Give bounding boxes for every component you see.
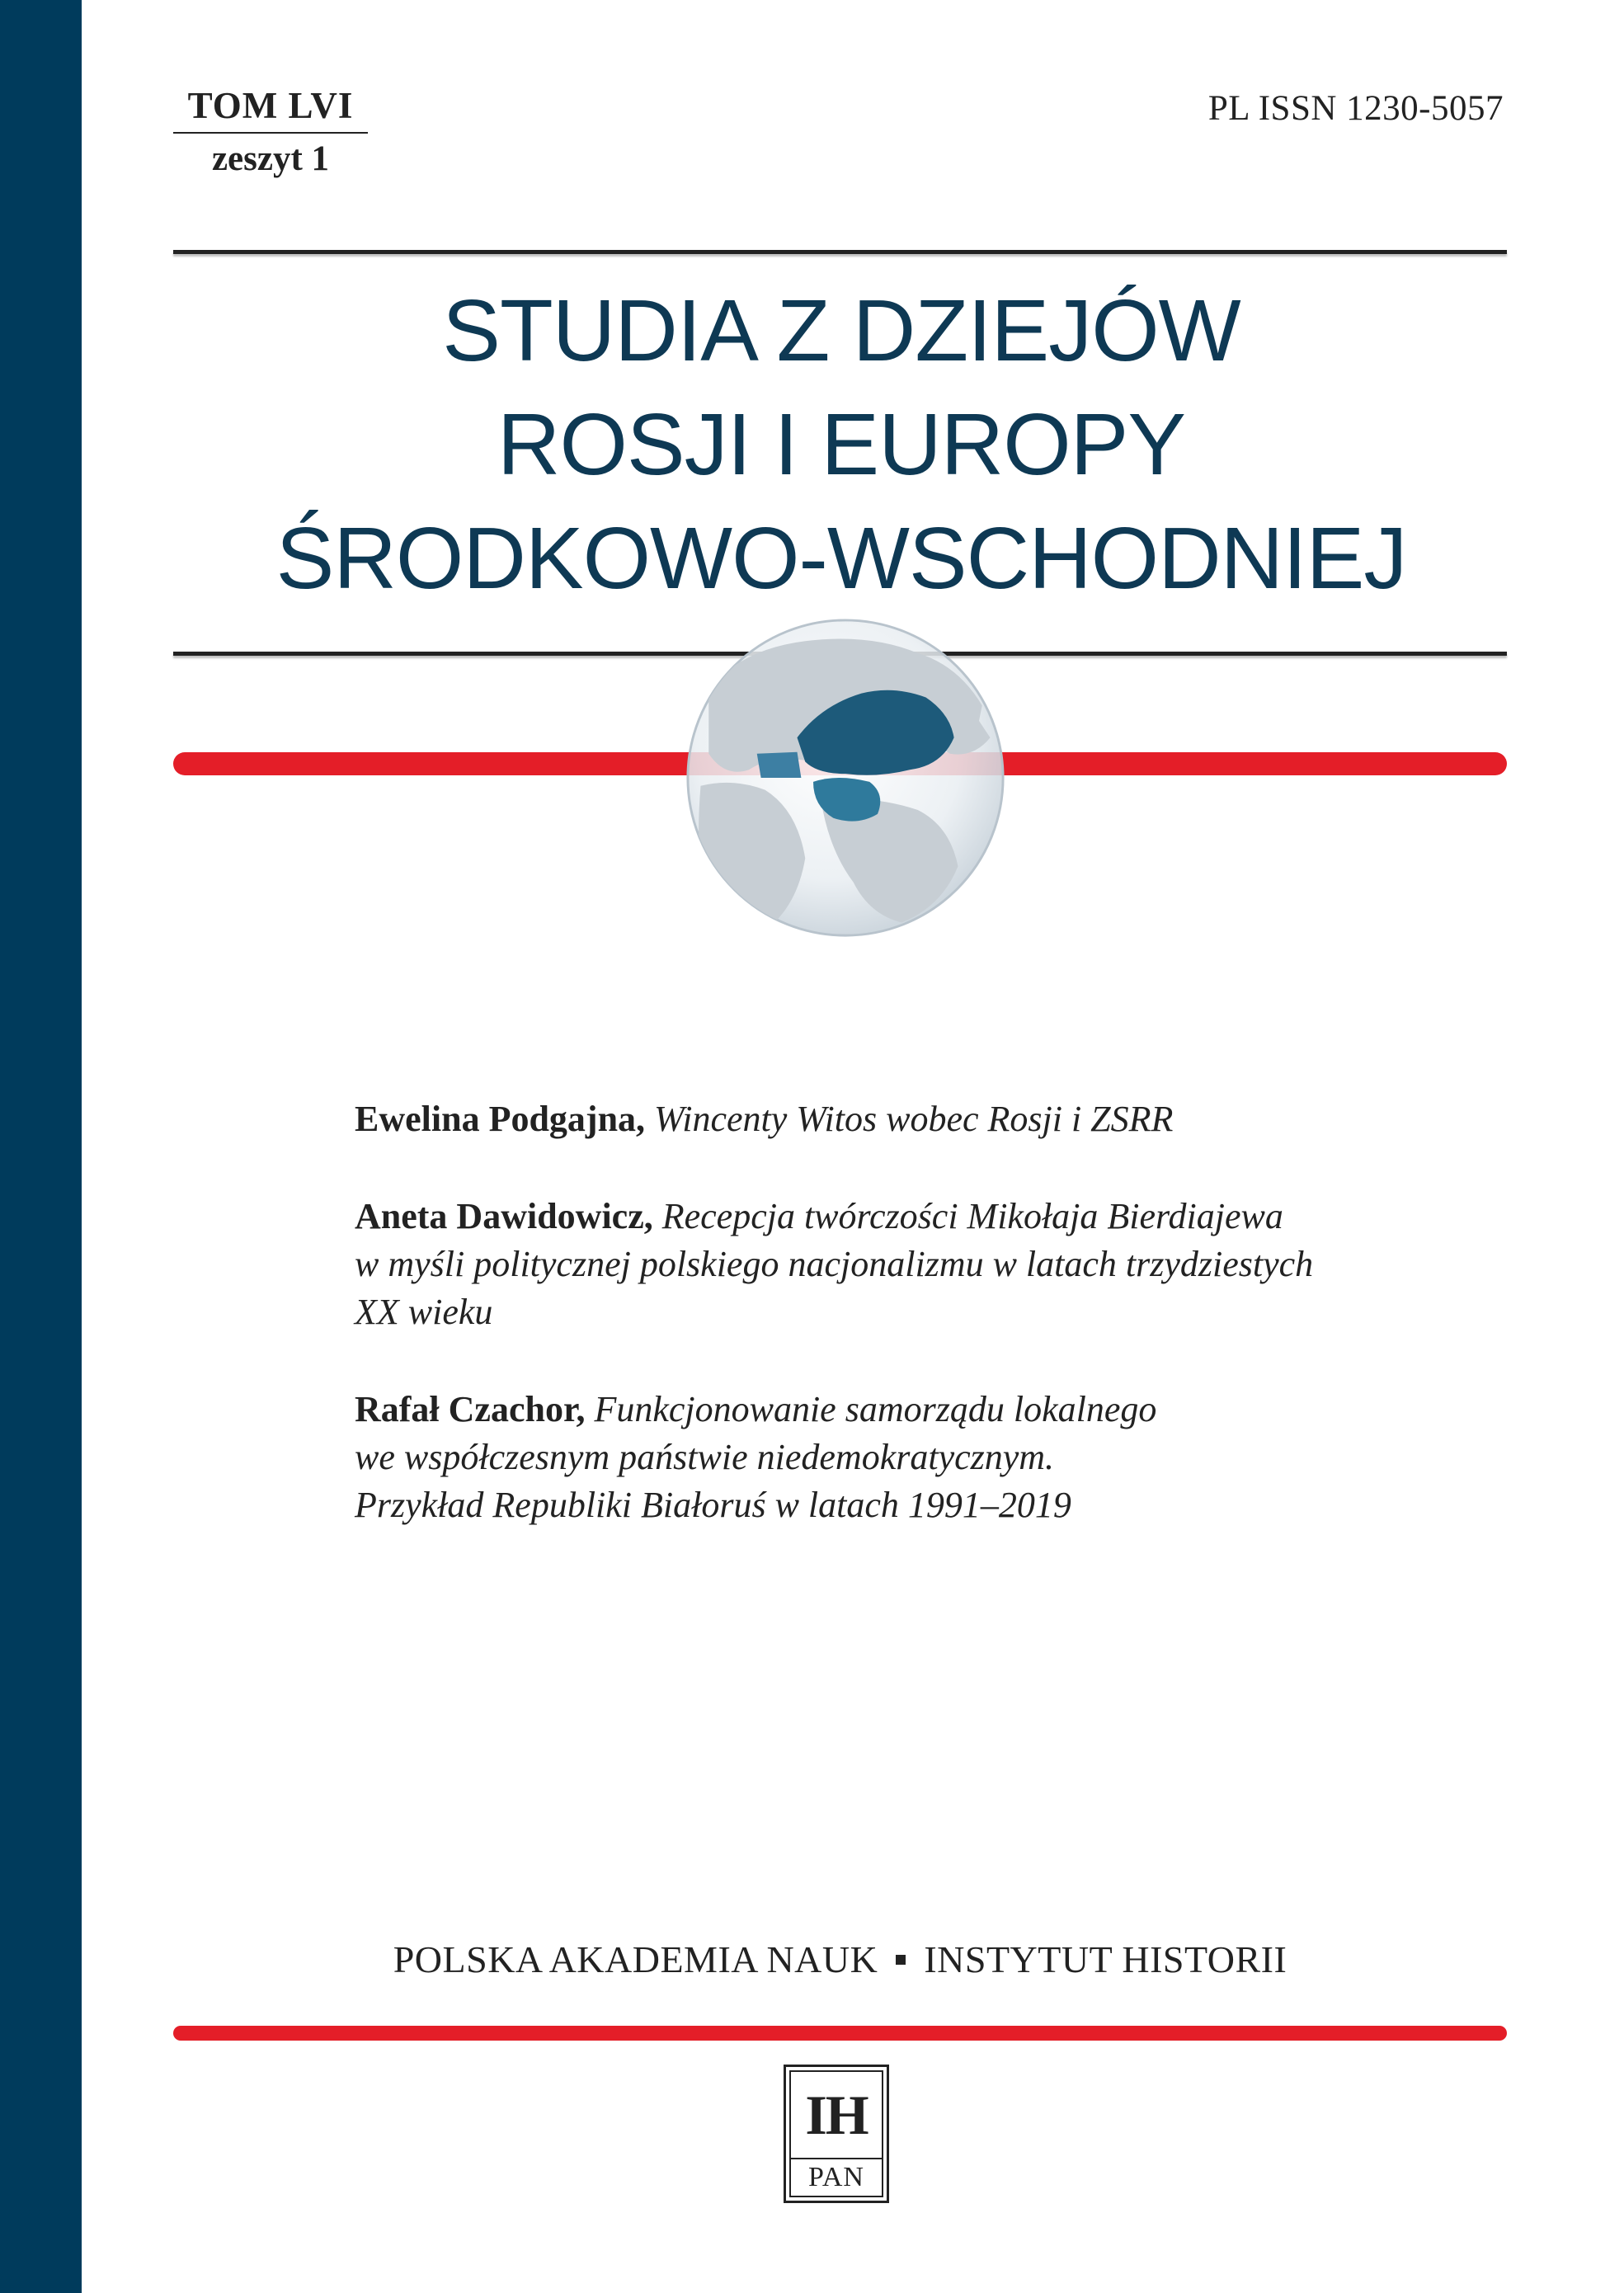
journal-title-line-3: ŚRODKOWO-WSCHODNIEJ xyxy=(275,510,1407,607)
publisher-academy: POLSKA AKADEMIA NAUK xyxy=(393,1938,878,1980)
toc-title-line: XX wieku xyxy=(355,1292,493,1332)
title-rule-top xyxy=(173,250,1507,254)
toc-title-line: Przykład Republiki Białoruś w latach 1991–2019 xyxy=(355,1485,1071,1525)
issn: PL ISSN 1230-5057 xyxy=(1207,89,1504,128)
issue-number: zeszyt 1 xyxy=(211,139,330,178)
bullet-separator-icon xyxy=(896,1955,906,1965)
volume-block xyxy=(173,82,368,183)
toc-title-line: we współczesnym państwie niedemokratycznym. xyxy=(355,1437,1055,1477)
toc-author: Aneta Dawidowicz, xyxy=(355,1196,653,1236)
toc-entry xyxy=(355,1193,1509,1336)
toc-author: Ewelina Podgajna, xyxy=(355,1099,646,1139)
toc-entry xyxy=(355,1095,1509,1143)
logo-pan-text: PAN xyxy=(808,2162,864,2192)
journal-title xyxy=(169,274,1513,615)
red-band-bottom xyxy=(173,2026,1507,2041)
volume-number: TOM LVI xyxy=(173,82,368,134)
toc-title-line: Funkcjonowanie samorządu lokalnego xyxy=(594,1389,1157,1429)
logo-ih-text: IH xyxy=(791,2072,882,2159)
journal-title-line-2: ROSJI I EUROPY xyxy=(497,396,1186,493)
cover-spine xyxy=(0,0,82,2293)
globe-russia-icon xyxy=(685,617,1006,939)
publisher-line xyxy=(173,1935,1507,1985)
toc-author: Rafał Czachor, xyxy=(355,1389,586,1429)
publisher-institute: INSTYTUT HISTORII xyxy=(924,1938,1287,1980)
journal-title-line-1: STUDIA Z DZIEJÓW xyxy=(442,282,1240,379)
toc-title-line: w myśli politycznej polskiego nacjonalizmu w latach trzydziestych xyxy=(355,1244,1314,1284)
toc-title-line: Wincenty Witos wobec Rosji i ZSRR xyxy=(654,1099,1174,1139)
ih-pan-logo xyxy=(784,2065,889,2203)
table-of-contents xyxy=(355,1095,1509,1579)
toc-entry xyxy=(355,1386,1509,1529)
toc-title-line: Recepcja twórczości Mikołaja Bierdiajewa xyxy=(661,1196,1283,1236)
